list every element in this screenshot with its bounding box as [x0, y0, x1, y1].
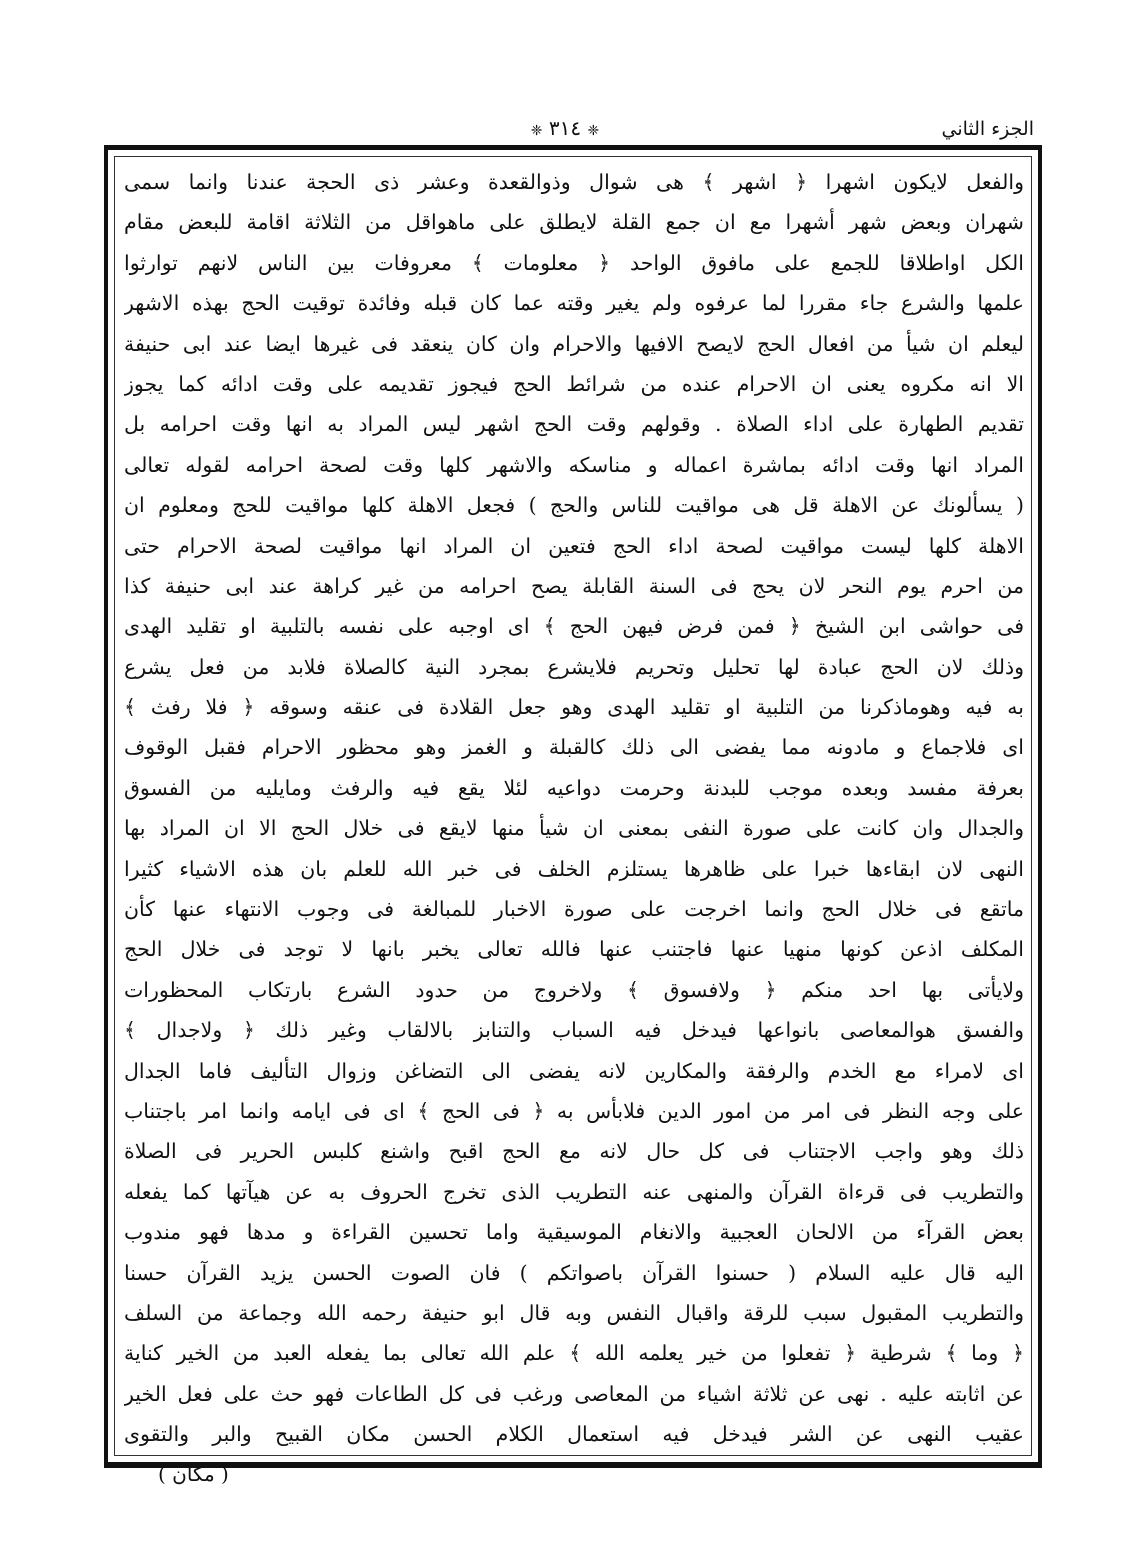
text-line: والتطريب فى قرءاة القرآن والمنهى عنه التطريب الذى تخرج الحروف به عن هيآتها كما يفعله — [124, 1179, 1024, 1204]
page-header-part: الجزء الثاني — [941, 118, 1034, 140]
text-line: وذلك لان الحج عبادة لها تحليل وتحريم فلايشرع بمجرد النية كالصلاة فلابد من فعل يشرع — [124, 654, 1024, 679]
text-line: اى لامراء مع الخدم والرفقة والمكارين لانه يفضى الى التضاغن وزوال التأليف فاما الجدال — [124, 1058, 1024, 1083]
text-line: فى حواشى ابن الشيخ ﴿ فمن فرض فيهن الحج ﴾ اى اوجبه على نفسه بالتلبية او تقليد الهدى — [124, 614, 1024, 639]
page-number: ٣١٤ — [548, 116, 582, 140]
text-line: الاهلة كلها ليست مواقيت لصحة اداء الحج فتعين ان المراد انها مواقيت لصحة الاحرام حتى — [124, 533, 1024, 558]
text-line: شهران وبعض شهر أشهرا مع ان جمع القلة لايطلق على ماهواقل من الثلاثة اقامة للبعض مقام — [124, 210, 1024, 235]
text-line: الكل اواطلاقا للجمع على مافوق الواحد ﴿ معلومات ﴾ معروفات بين الناس لانهم توارثوا — [124, 250, 1024, 275]
text-line: بعض القرآء من الالحان العجبية والانغام الموسيقية واما تحسين القراءة و مدها فهو مندوب — [124, 1220, 1024, 1245]
text-line: الا انه مكروه يعنى ان الاحرام عنده من شرائط الحج فيجوز تقديمه على وقت ادائه كما يجوز — [124, 371, 1024, 396]
text-line: ذلك وهو واجب الاجتناب فى كل حال لانه مع الحج اقبح واشنع كلبس الحرير فى الصلاة — [124, 1139, 1024, 1164]
text-frame — [104, 145, 1042, 1468]
text-line: به فيه وهوماذكرنا من التلبية او تقليد الهدى وهو جعل القلادة فى عنقه وسوقه ﴿ فلا رفث ﴾ — [124, 695, 1024, 720]
text-line: والتطريب المقبول سبب للرقة واقبال النفس وبه قال ابو حنيفة رحمه الله وجماعة من السلف — [124, 1300, 1024, 1325]
text-line: ماتقع فى خلال الحج وانما اخرجت على صورة الاخبار للمبالغة فى وجوب الانتهاء عنها كأن — [124, 897, 1024, 922]
text-line: المكلف اذعن كونها منهيا عنها فاجتنب عنها فالله تعالى يخبر بانها لا توجد فى خلال الحج — [124, 937, 1024, 962]
text-line: ( يسألونك عن الاهلة قل هى مواقيت للناس والحج ) فجعل الاهلة كلها مواقيت للحج ومعلوم ان — [124, 493, 1024, 518]
text-line: ﴿ وما ﴾ شرطية ﴿ تفعلوا من خير يعلمه الله ﴾ علم الله تعالى بما يفعله العبد من الخير كناية — [124, 1341, 1024, 1366]
text-line: من احرم يوم النحر لان يحج فى السنة القابلة يصح احرامه من غير كراهة عند ابى حنيفة كذا — [124, 573, 1024, 598]
body-text — [124, 162, 1024, 1455]
text-line: تقديم الطهارة على اداء الصلاة . وقولهم وقت الحج اشهر ليس المراد به انها وقت احرامه بل — [124, 412, 1024, 437]
text-line: والفعل لايكون اشهرا ﴿ اشهر ﴾ هى شوال وذوالقعدة وعشر ذى الحجة عندنا وانما سمى — [124, 170, 1024, 194]
text-line: ليعلم ان شيأ من افعال الحج لايصح الافيها والاحرام وان كان ينعقد فى غيرها ايضا عند ابى حنيفة — [124, 331, 1024, 356]
ornament-icon: ❈ — [587, 123, 600, 139]
ornament-icon: ❈ — [530, 123, 543, 139]
text-line: عقيب النهى عن الشر فيدخل فيه استعمال الكلام الحسن مكان القبيح والبر والتقوى — [124, 1422, 1024, 1447]
text-line: بعرفة مفسد وبعده موجب للبدنة وحرمت دواعيه لئلا يقع فيه والرفث ومايليه من الفسوق — [124, 775, 1024, 800]
text-line: والفسق هوالمعاصى بانواعها فيدخل فيه السباب والتنابز بالالقاب وغير ذلك ﴿ ولاجدال ﴾ — [124, 1018, 1024, 1043]
text-line: والجدال وان كانت على صورة النفى بمعنى ان شيأ منها لايقع فى خلال الحج الا ان المراد بها — [124, 816, 1024, 841]
text-line: اى فلاجماع و مادونه مما يفضى الى ذلك كالقبلة و الغمز وهو محظور الاحرام فقبل الوقوف — [124, 735, 1024, 760]
text-line: علمها والشرع جاء مقررا لما عرفوه ولم يغير وقته عما كان قبله وفائدة توقيت الحج بهذه الاشهر — [124, 291, 1024, 316]
text-line: النهى لان ابقاءها خبرا على ظاهرها يستلزم الخلف فى خبر الله للعلم بان هذه الاشياء كثيرا — [124, 856, 1024, 881]
catchword: ( مكان ) — [158, 1462, 229, 1486]
text-line: عن اثابته عليه . نهى عن ثلاثة اشياء من المعاصى ورغب فى كل الطاعات فهو حث على فعل الخير — [124, 1381, 1024, 1406]
text-line: على وجه النظر فى امر من امور الدين فلابأس به ﴿ فى الحج ﴾ اى فى ايامه وانما امر باجتناب — [124, 1098, 1024, 1123]
text-line: ولايأتى بها احد منكم ﴿ ولافسوق ﴾ ولاخروج من حدود الشرع بارتكاب المحظورات — [124, 977, 1024, 1002]
page-number-header — [455, 116, 675, 140]
text-line: المراد انها وقت ادائه بماشرة اعماله و مناسكه والاشهر كلها وقت لصحة احرامه لقوله تعالى — [124, 452, 1024, 477]
text-line: اليه قال عليه السلام ( حسنوا القرآن باصواتكم ) فان الصوت الحسن يزيد القرآن حسنا — [124, 1260, 1024, 1285]
